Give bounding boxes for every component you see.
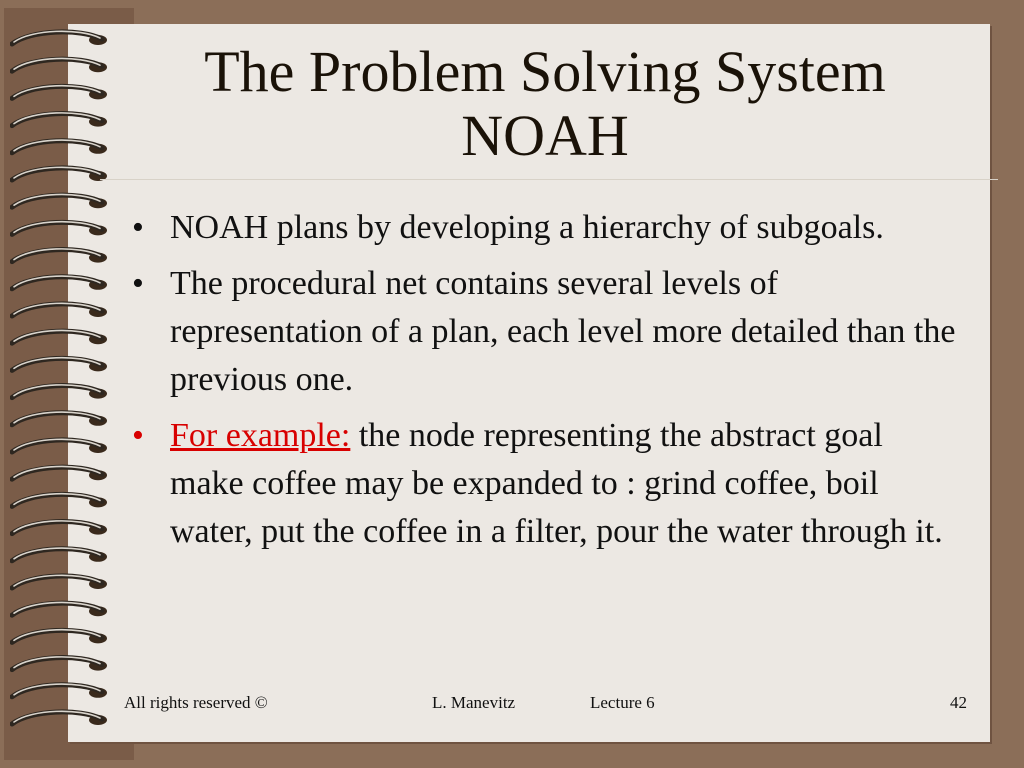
binding-ring	[12, 439, 107, 453]
binding-ring	[12, 358, 107, 372]
binding-ring	[12, 330, 107, 344]
binding-ring	[12, 140, 107, 154]
footer-lecture: Lecture 6	[590, 693, 655, 712]
binding-ring	[12, 222, 107, 236]
footer-author: L. Manevitz	[432, 693, 516, 712]
binding-ring	[12, 684, 107, 698]
footer-page-number: 42	[950, 693, 967, 712]
binding-ring	[12, 194, 107, 208]
binding-ring	[12, 711, 107, 725]
title-line-1: The Problem Solving System	[204, 39, 886, 104]
binding-ring	[12, 31, 107, 45]
binding-ring	[12, 113, 107, 127]
binding-ring	[12, 521, 107, 535]
binding-ring	[12, 303, 107, 317]
binding-ring	[12, 575, 107, 589]
bullet-item	[124, 412, 964, 556]
binding-ring	[12, 249, 107, 263]
example-link[interactable]: For example:	[170, 417, 351, 454]
bullet-text: The procedural net contains several levels of representation of a plan, each level more detailed than the previous one.	[170, 265, 956, 398]
bullet-list	[124, 204, 964, 564]
footer-rights: All rights reserved ©	[124, 693, 268, 712]
bullet-text: the node representing the abstract goal make coffee may be expanded to : grind coffee, boil water, put the coffee in a filter, pour the water through it.	[170, 417, 943, 550]
bullet-marker: •	[132, 417, 144, 454]
binding-ring	[12, 466, 107, 480]
bullet-marker: •	[132, 265, 144, 302]
binding-ring	[12, 86, 107, 100]
binding-ring	[12, 602, 107, 616]
binding-ring	[12, 412, 107, 426]
binding-ring	[12, 548, 107, 562]
title-divider	[100, 179, 998, 180]
bullet-item	[124, 204, 964, 252]
slide-title	[100, 40, 990, 168]
binding-ring	[12, 167, 107, 181]
bullet-marker: •	[132, 209, 144, 246]
binding-ring	[12, 657, 107, 671]
binding-ring	[12, 494, 107, 508]
binding-ring	[12, 630, 107, 644]
binding-ring	[12, 385, 107, 399]
title-line-2: NOAH	[461, 103, 629, 168]
binding-ring	[12, 58, 107, 72]
binding-ring	[12, 276, 107, 290]
bullet-item	[124, 260, 964, 404]
bullet-text: NOAH plans by developing a hierarchy of subgoals.	[170, 209, 884, 246]
